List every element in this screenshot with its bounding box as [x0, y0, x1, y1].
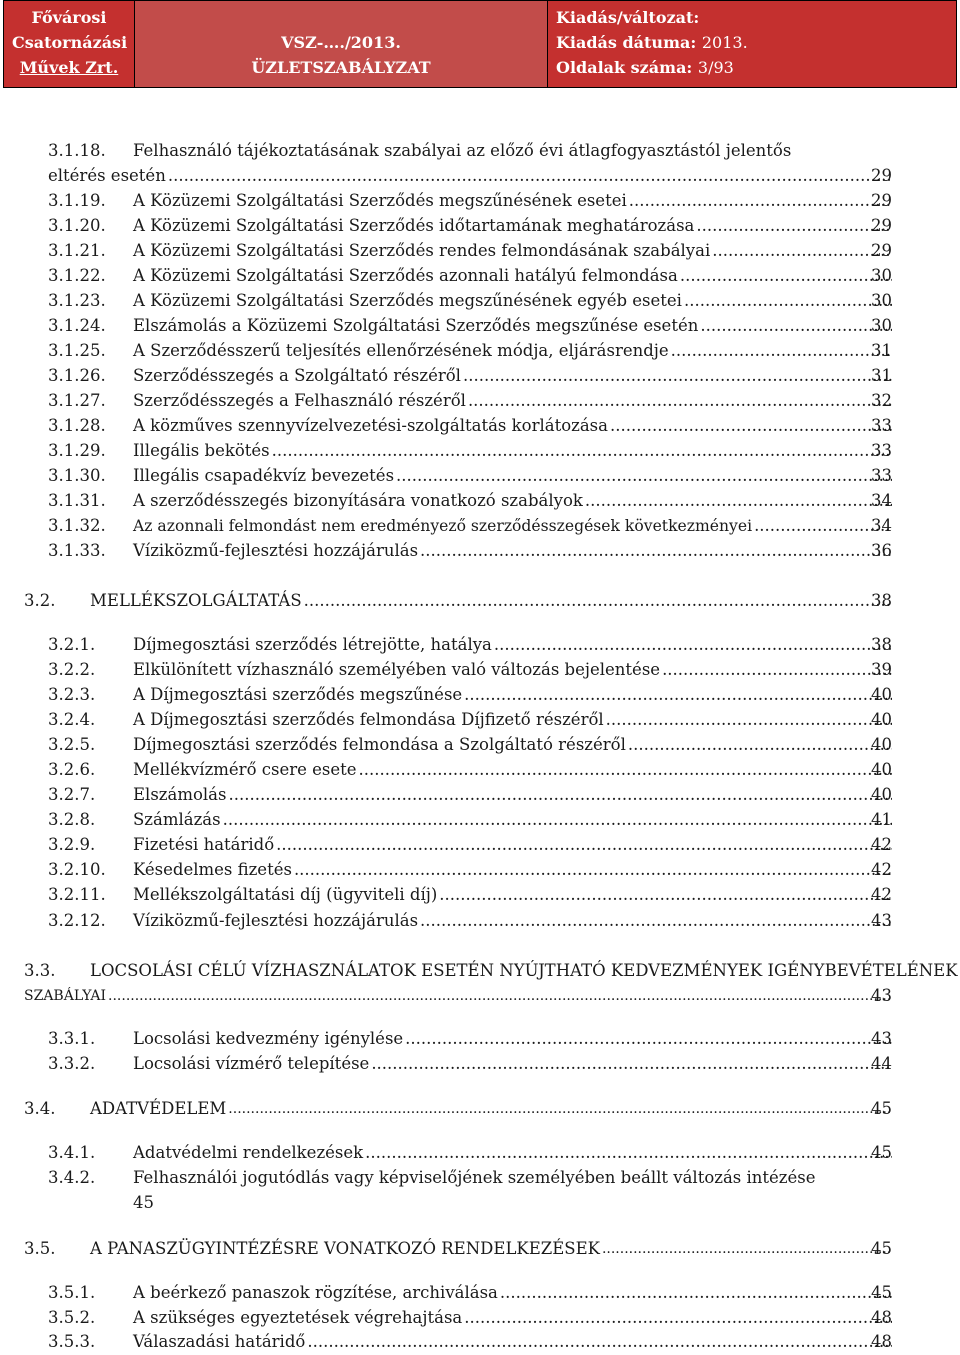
toc-title: A Közüzemi Szolgáltatási Szerződés azonnali hatályú felmondása	[133, 266, 678, 285]
toc-page: 34	[871, 516, 892, 535]
toc-page: 45	[871, 1143, 892, 1162]
date-value: 2013.	[701, 33, 748, 52]
toc-title: ADATVÉDELEM	[90, 1099, 227, 1118]
toc-title: MELLÉKSZOLGÁLTATÁS	[90, 591, 302, 610]
toc-page: 33	[871, 441, 892, 460]
toc-page: 43	[871, 911, 892, 930]
toc-title: Számlázás	[133, 810, 221, 829]
toc-number: 3.2.	[24, 591, 56, 610]
toc-title: LOCSOLÁSI CÉLÚ VÍZHASZNÁLATOK ESETÉN NYÚJTHATÓ KEDVEZMÉNYEK IGÉNYBEVÉTELÉNEK	[90, 961, 958, 980]
toc-entry[interactable]	[0, 707, 960, 733]
toc-page: 42	[871, 885, 892, 904]
toc-title: A szerződésszegés bizonyítására vonatkozó szabályok	[133, 491, 583, 510]
toc-title: A szükséges egyeztetések végrehajtása	[133, 1308, 463, 1327]
toc-number: 3.2.1.	[48, 635, 96, 654]
date-label: Kiadás dátuma:	[556, 33, 697, 52]
toc-entry[interactable]	[0, 388, 960, 414]
toc-title: A közműves szennyvízelvezetési-szolgáltatás korlátozása	[133, 416, 608, 435]
toc-number: 3.1.22.	[48, 266, 106, 285]
toc-title: Díjmegosztási szerződés létrejötte, hatálya	[133, 635, 492, 654]
toc-page: 45	[133, 1193, 154, 1212]
toc-page: 43	[871, 1029, 892, 1048]
toc-number: 3.2.12.	[48, 911, 106, 930]
toc-entry[interactable]	[0, 413, 960, 439]
toc-entry[interactable]	[0, 288, 960, 314]
toc-number: 3.2.6.	[48, 760, 96, 779]
toc-page: 38	[871, 635, 892, 654]
toc-title: Válaszadási határidő	[133, 1332, 306, 1351]
toc-entry[interactable]	[0, 1165, 960, 1191]
toc-number: 3.1.21.	[48, 241, 106, 260]
toc-title: A beérkező panaszok rögzítése, archiválása	[133, 1283, 498, 1302]
toc-entry[interactable]	[0, 363, 960, 389]
toc-page: 30	[871, 316, 892, 335]
toc-number: 3.1.27.	[48, 391, 106, 410]
issue-info-cell	[548, 1, 957, 88]
toc-page: 31	[871, 341, 892, 360]
toc-number: 3.4.	[24, 1099, 56, 1118]
toc-entry[interactable]	[0, 213, 960, 239]
document-header	[3, 0, 957, 88]
toc-number: 3.2.10.	[48, 860, 106, 879]
toc-title: A Közüzemi Szolgáltatási Szerződés rendes felmondásának szabályai	[133, 241, 711, 260]
toc-title: Illegális csapadékvíz bevezetés	[133, 466, 395, 485]
toc-entry[interactable]	[0, 438, 960, 464]
toc-title: SZABÁLYAI	[24, 988, 107, 1004]
toc-number: 3.5.2.	[48, 1308, 96, 1327]
pages-label: Oldalak száma:	[556, 58, 693, 77]
toc-number: 3.1.32.	[48, 516, 106, 535]
toc-number: 3.1.33.	[48, 541, 106, 560]
toc-number: 3.1.18.	[48, 141, 106, 160]
toc-entry[interactable]	[0, 513, 960, 539]
toc-page: 45	[871, 1283, 892, 1302]
toc-entry[interactable]	[0, 1329, 960, 1355]
toc-title: A PANASZÜGYINTÉZÉSRE VONATKOZÓ RENDELKEZÉSEK	[90, 1239, 600, 1258]
toc-entry[interactable]	[0, 782, 960, 808]
toc-entry[interactable]	[0, 757, 960, 783]
toc-page: 42	[871, 835, 892, 854]
document-id-cell	[135, 1, 548, 88]
toc-title: A Közüzemi Szolgáltatási Szerződés időtartamának meghatározása	[133, 216, 695, 235]
toc-page: 48	[871, 1332, 892, 1351]
toc-entry[interactable]	[0, 732, 960, 758]
toc-entry[interactable]	[0, 1190, 960, 1216]
toc-page: 29	[871, 216, 892, 235]
toc-entry[interactable]	[0, 188, 960, 214]
toc-entry[interactable]	[0, 538, 960, 564]
toc-page: 39	[871, 660, 892, 679]
issue-label: Kiadás/változat:	[556, 8, 700, 27]
toc-number: 3.2.2.	[48, 660, 96, 679]
toc-title: Adatvédelmi rendelkezések	[133, 1143, 364, 1162]
toc-title: Víziközmű-fejlesztési hozzájárulás	[133, 541, 419, 560]
toc-page: 29	[871, 166, 892, 185]
org-line-3: Művek Zrt.	[19, 58, 119, 77]
toc-page: 40	[871, 760, 892, 779]
toc-page: 30	[871, 291, 892, 310]
toc-title: Locsolási vízmérő telepítése	[133, 1054, 370, 1073]
toc-entry[interactable]	[0, 857, 960, 883]
toc-title: Késedelmes fizetés	[133, 860, 292, 879]
toc-entry[interactable]	[0, 138, 960, 164]
toc-number: 3.1.29.	[48, 441, 106, 460]
toc-section-entry[interactable]	[0, 958, 960, 984]
toc-page: 40	[871, 685, 892, 704]
toc-title: Szerződésszegés a Felhasználó részéről	[133, 391, 466, 410]
toc-entry[interactable]	[0, 163, 960, 189]
toc-page: 29	[871, 191, 892, 210]
toc-page: 42	[871, 860, 892, 879]
toc-number: 3.1.26.	[48, 366, 106, 385]
toc-number: 3.3.1.	[48, 1029, 96, 1048]
toc-title: A Díjmegosztási szerződés felmondása Díjfizető részéről	[133, 710, 604, 729]
toc-page: 45	[871, 1239, 892, 1258]
toc-number: 3.2.9.	[48, 835, 96, 854]
toc-title: Az azonnali felmondást nem eredményező szerződésszegések következményei	[133, 517, 753, 535]
toc-title: A Szerződésszerű teljesítés ellenőrzésének módja, eljárásrendje	[133, 341, 669, 360]
toc-entry[interactable]	[0, 263, 960, 289]
org-line-1: Fővárosi	[31, 8, 107, 27]
toc-number: 3.2.4.	[48, 710, 96, 729]
toc-page: 48	[871, 1308, 892, 1327]
toc-page: 44	[871, 1054, 892, 1073]
toc-title: Mellékszolgáltatási díj (ügyviteli díj)	[133, 885, 438, 904]
toc-title: A Közüzemi Szolgáltatási Szerződés megszűnésének egyéb esetei	[133, 291, 682, 310]
toc-entry[interactable]	[0, 908, 960, 934]
toc-entry[interactable]	[0, 1140, 960, 1166]
toc-title: Locsolási kedvezmény igénylése	[133, 1029, 404, 1048]
toc-entry[interactable]	[0, 238, 960, 264]
toc-number: 3.5.	[24, 1239, 56, 1258]
toc-page: 33	[871, 466, 892, 485]
toc-page: 40	[871, 785, 892, 804]
toc-page: 33	[871, 416, 892, 435]
toc-title: A Közüzemi Szolgáltatási Szerződés megszűnésének esetei	[133, 191, 627, 210]
toc-number: 3.5.3.	[48, 1332, 96, 1351]
toc-number: 3.3.	[24, 961, 56, 980]
toc-entry[interactable]	[0, 1026, 960, 1052]
toc-entry[interactable]	[0, 313, 960, 339]
toc-page: 38	[871, 591, 892, 610]
toc-page: 41	[871, 810, 892, 829]
toc-number: 3.1.23.	[48, 291, 106, 310]
toc-title: Szerződésszegés a Szolgáltató részéről	[133, 366, 461, 385]
toc-entry[interactable]	[0, 682, 960, 708]
toc-entry[interactable]	[0, 657, 960, 683]
toc-number: 3.1.24.	[48, 316, 106, 335]
toc-title: A Díjmegosztási szerződés megszűnése	[133, 685, 463, 704]
toc-page: 43	[871, 986, 892, 1005]
toc-page: 32	[871, 391, 892, 410]
toc-title: Elszámolás	[133, 785, 227, 804]
org-line-2: Csatornázási	[12, 33, 128, 52]
toc-title: Fizetési határidő	[133, 835, 275, 854]
toc-page: 31	[871, 366, 892, 385]
toc-entry[interactable]	[0, 832, 960, 858]
toc-number: 3.1.19.	[48, 191, 106, 210]
toc-title: Felhasználó tájékoztatásának szabályai az előző évi átlagfogyasztástól jelentős	[133, 141, 792, 160]
toc-title: eltérés esetén	[48, 166, 166, 185]
toc-number: 3.1.30.	[48, 466, 106, 485]
toc-page: 30	[871, 266, 892, 285]
toc-title: Elszámolás a Közüzemi Szolgáltatási Szerződés megszűnése esetén	[133, 316, 699, 335]
toc-page: 45	[871, 1099, 892, 1118]
toc-number: 3.3.2.	[48, 1054, 96, 1073]
toc-title: Illegális bekötés	[133, 441, 270, 460]
toc-entry[interactable]	[0, 338, 960, 364]
toc-title: Felhasználói jogutódlás vagy képviselőjének személyében beállt változás intézése	[133, 1168, 816, 1187]
toc-page: 34	[871, 491, 892, 510]
toc-entry[interactable]	[0, 882, 960, 908]
toc-page: 40	[871, 710, 892, 729]
toc-section-entry[interactable]	[0, 1236, 960, 1262]
toc-entry[interactable]	[0, 807, 960, 833]
toc-number: 3.2.8.	[48, 810, 96, 829]
organization-cell	[4, 1, 135, 88]
toc-title: Víziközmű-fejlesztési hozzájárulás	[133, 911, 419, 930]
toc-number: 3.2.11.	[48, 885, 106, 904]
toc-number: 3.2.7.	[48, 785, 96, 804]
toc-number: 3.5.1.	[48, 1283, 96, 1302]
toc-section-entry[interactable]	[0, 983, 960, 1009]
toc-entry[interactable]	[0, 488, 960, 514]
doc-number: VSZ-…./2013.	[281, 33, 401, 52]
toc-number: 3.1.31.	[48, 491, 106, 510]
toc-entry[interactable]	[0, 463, 960, 489]
pages-value: 3/93	[697, 58, 734, 77]
toc-number: 3.4.1.	[48, 1143, 96, 1162]
toc-entry[interactable]	[0, 1305, 960, 1331]
toc-title: Elkülönített vízhasználó személyében való változás bejelentése	[133, 660, 661, 679]
doc-title: ÜZLETSZABÁLYZAT	[251, 58, 431, 77]
toc-entry[interactable]	[0, 1280, 960, 1306]
toc-number: 3.1.28.	[48, 416, 106, 435]
toc-page: 29	[871, 241, 892, 260]
toc-number: 3.1.25.	[48, 341, 106, 360]
toc-page: 36	[871, 541, 892, 560]
toc-title: Mellékvízmérő csere esete	[133, 760, 357, 779]
toc-entry[interactable]	[0, 632, 960, 658]
toc-page: 40	[871, 735, 892, 754]
toc-section-entry[interactable]	[0, 588, 960, 614]
toc-number: 3.1.20.	[48, 216, 106, 235]
toc-number: 3.2.3.	[48, 685, 96, 704]
toc-section-entry[interactable]	[0, 1096, 960, 1122]
toc-number: 3.2.5.	[48, 735, 96, 754]
toc-number: 3.4.2.	[48, 1168, 96, 1187]
toc-title: Díjmegosztási szerződés felmondása a Szolgáltató részéről	[133, 735, 626, 754]
toc-entry[interactable]	[0, 1051, 960, 1077]
